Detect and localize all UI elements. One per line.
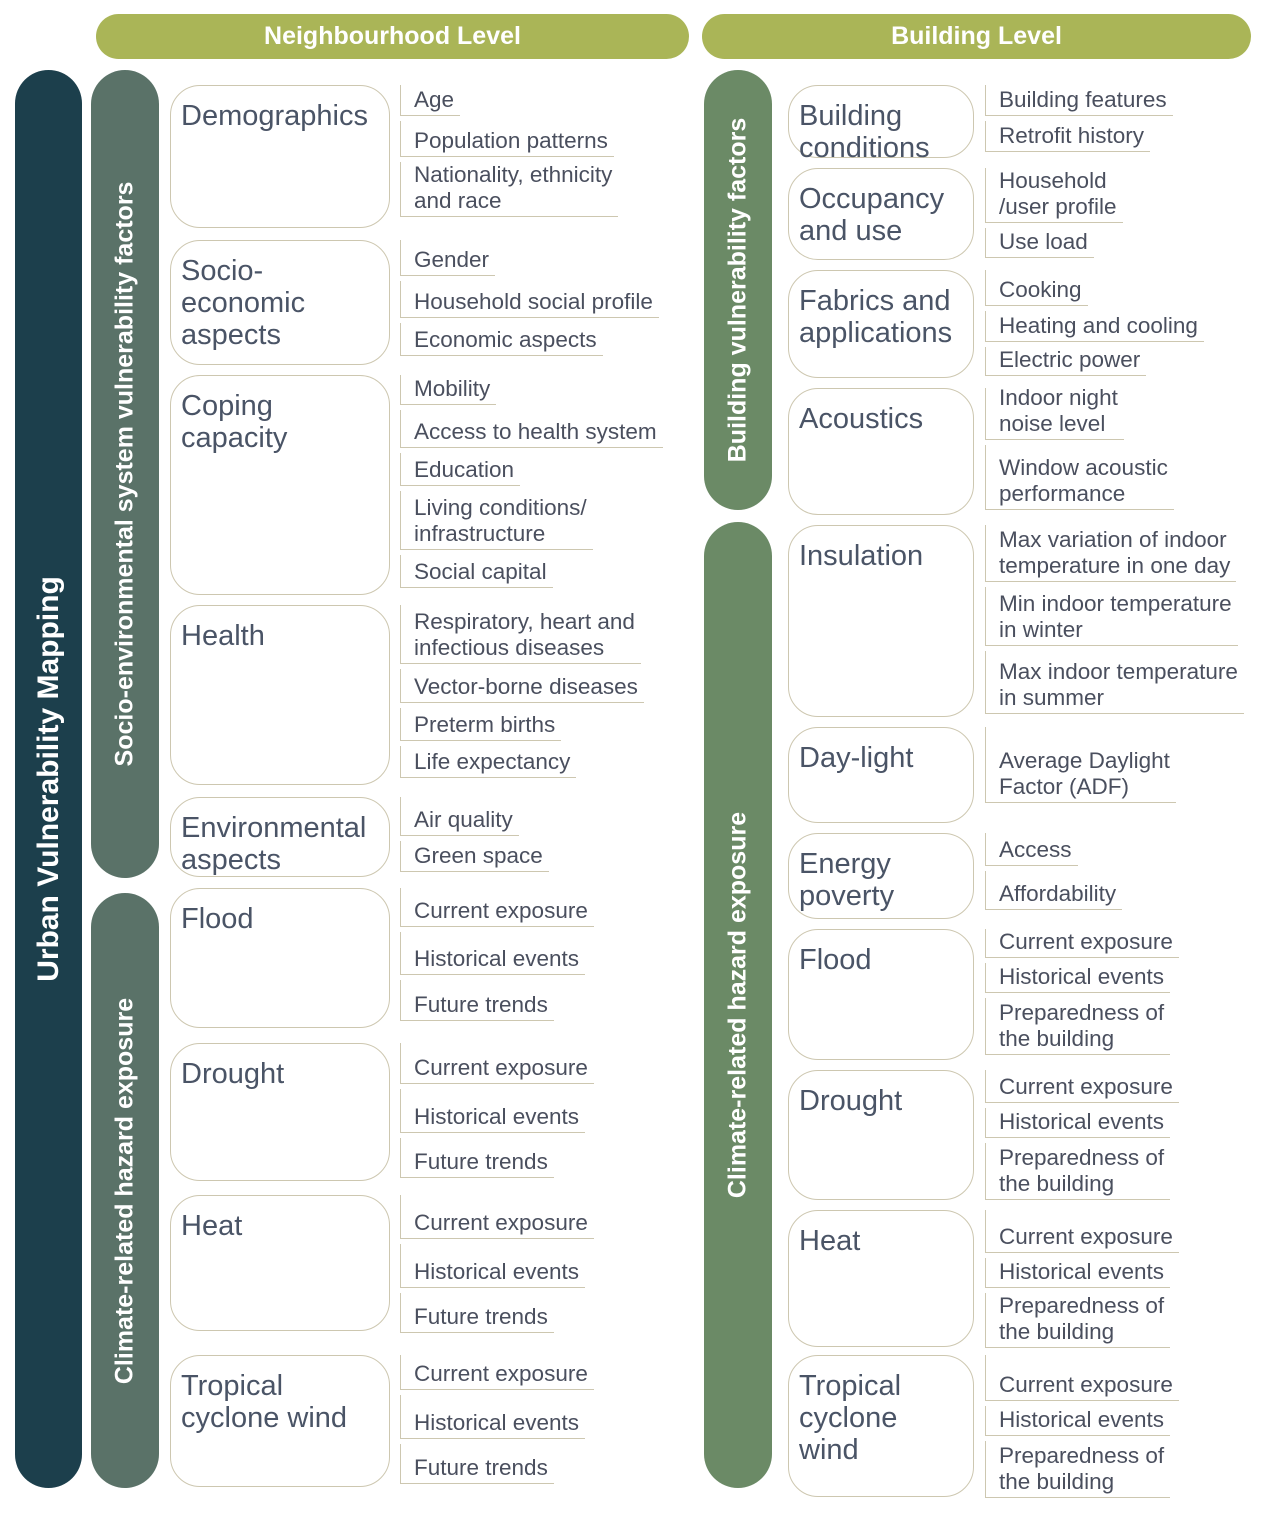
factor-item: Current exposure — [400, 1195, 594, 1239]
factor-item: Historical events — [400, 1395, 585, 1439]
factor-item: Historical events — [400, 932, 585, 975]
category-box: Health — [170, 605, 390, 785]
factor-item: Air quality — [400, 797, 519, 836]
factor-item: Age — [400, 85, 460, 116]
factor-item: Gender — [400, 240, 495, 276]
factor-item: Current exposure — [400, 1355, 594, 1390]
category-box: Flood — [170, 888, 390, 1028]
factor-item: Max indoor temperature in summer — [985, 651, 1244, 714]
factor-item: Population patterns — [400, 121, 614, 157]
factor-item: Heating and cooling — [985, 311, 1204, 342]
factor-item: Affordability — [985, 871, 1122, 910]
factor-item: Cooking — [985, 270, 1088, 306]
category-box: Tropical cyclone wind — [788, 1355, 974, 1497]
factor-item: Historical events — [400, 1089, 585, 1133]
factor-item: Respiratory, heart and infectious diseases — [400, 605, 641, 664]
factor-item: Average Daylight Factor (ADF) — [985, 727, 1176, 803]
category-box: Occupancy and use — [788, 168, 974, 260]
category-box: Fabrics and applications — [788, 270, 974, 378]
factor-item: Historical events — [985, 1406, 1170, 1436]
neighbourhood-level-header: Neighbourhood Level — [96, 14, 689, 59]
socio-environmental-bar — [91, 70, 159, 878]
category-box: Heat — [170, 1195, 390, 1331]
category-box: Tropical cyclone wind — [170, 1355, 390, 1487]
building-climate-hazard-bar — [704, 522, 772, 1488]
bar-label: Socio-environmental system vulnerability factors — [110, 181, 139, 767]
factor-item: Electric power — [985, 347, 1146, 376]
factor-item: Access to health system — [400, 410, 663, 448]
factor-item: Preparedness of the building — [985, 1293, 1170, 1348]
factor-item: Current exposure — [985, 1070, 1179, 1103]
category-box: Building conditions — [788, 85, 974, 158]
factor-item: Building features — [985, 85, 1173, 116]
factor-item: Preparedness of the building — [985, 998, 1170, 1055]
category-box: Drought — [170, 1043, 390, 1181]
category-box: Energy poverty — [788, 833, 974, 919]
bar-label: Building vulnerability factors — [723, 117, 752, 463]
factor-item: Max variation of indoor temperature in one day — [985, 525, 1236, 582]
factor-item: Historical events — [985, 963, 1170, 993]
factor-item: Preparedness of the building — [985, 1441, 1170, 1498]
category-box: Demographics — [170, 85, 390, 228]
bar-label: Urban Vulnerability Mapping — [31, 576, 65, 982]
category-box: Insulation — [788, 525, 974, 717]
factor-item: Current exposure — [400, 888, 594, 927]
factor-item: Green space — [400, 841, 549, 872]
factor-item: Min indoor temperature in winter — [985, 587, 1238, 646]
factor-item: Window acoustic performance — [985, 445, 1174, 510]
factor-item: Current exposure — [985, 1355, 1179, 1401]
factor-item: Household social profile — [400, 281, 659, 318]
factor-item: Future trends — [400, 1293, 554, 1333]
category-box: Socio- economic aspects — [170, 240, 390, 365]
factor-item: Future trends — [400, 1138, 554, 1178]
factor-item: Historical events — [985, 1258, 1170, 1288]
factor-item: Historical events — [985, 1108, 1170, 1138]
factor-item: Household /user profile — [985, 168, 1123, 223]
neighbourhood-climate-hazard-bar — [91, 893, 159, 1488]
building-level-header: Building Level — [702, 14, 1251, 59]
factor-item: Use load — [985, 228, 1094, 258]
category-box: Coping capacity — [170, 375, 390, 595]
factor-item: Current exposure — [985, 1210, 1179, 1253]
category-box: Acoustics — [788, 388, 974, 515]
category-box: Environmental aspects — [170, 797, 390, 877]
factor-item: Preterm births — [400, 708, 561, 741]
factor-item: Vector-borne diseases — [400, 669, 644, 703]
factor-item: Mobility — [400, 375, 496, 405]
factor-item: Social capital — [400, 555, 553, 588]
factor-item: Current exposure — [400, 1043, 594, 1084]
urban-vulnerability-mapping-bar — [15, 70, 82, 1488]
factor-item: Economic aspects — [400, 323, 603, 356]
factor-item: Future trends — [400, 980, 554, 1021]
bar-label: Climate-related hazard exposure — [110, 997, 139, 1384]
factor-item: Indoor night noise level — [985, 388, 1124, 440]
factor-item: Current exposure — [985, 929, 1179, 958]
factor-item: Living conditions/ infrastructure — [400, 491, 593, 550]
factor-item: Education — [400, 453, 520, 486]
category-box: Drought — [788, 1070, 974, 1200]
factor-item: Historical events — [400, 1244, 585, 1288]
factor-item: Retrofit history — [985, 121, 1150, 152]
building-vulnerability-bar — [704, 70, 772, 510]
factor-item: Nationality, ethnicity and race — [400, 162, 618, 217]
category-box: Day-light — [788, 727, 974, 823]
factor-item: Preparedness of the building — [985, 1143, 1170, 1200]
factor-item: Future trends — [400, 1444, 554, 1484]
category-box: Flood — [788, 929, 974, 1060]
factor-item: Access — [985, 833, 1078, 866]
category-box: Heat — [788, 1210, 974, 1347]
bar-label: Climate-related hazard exposure — [723, 811, 752, 1199]
factor-item: Life expectancy — [400, 746, 576, 778]
